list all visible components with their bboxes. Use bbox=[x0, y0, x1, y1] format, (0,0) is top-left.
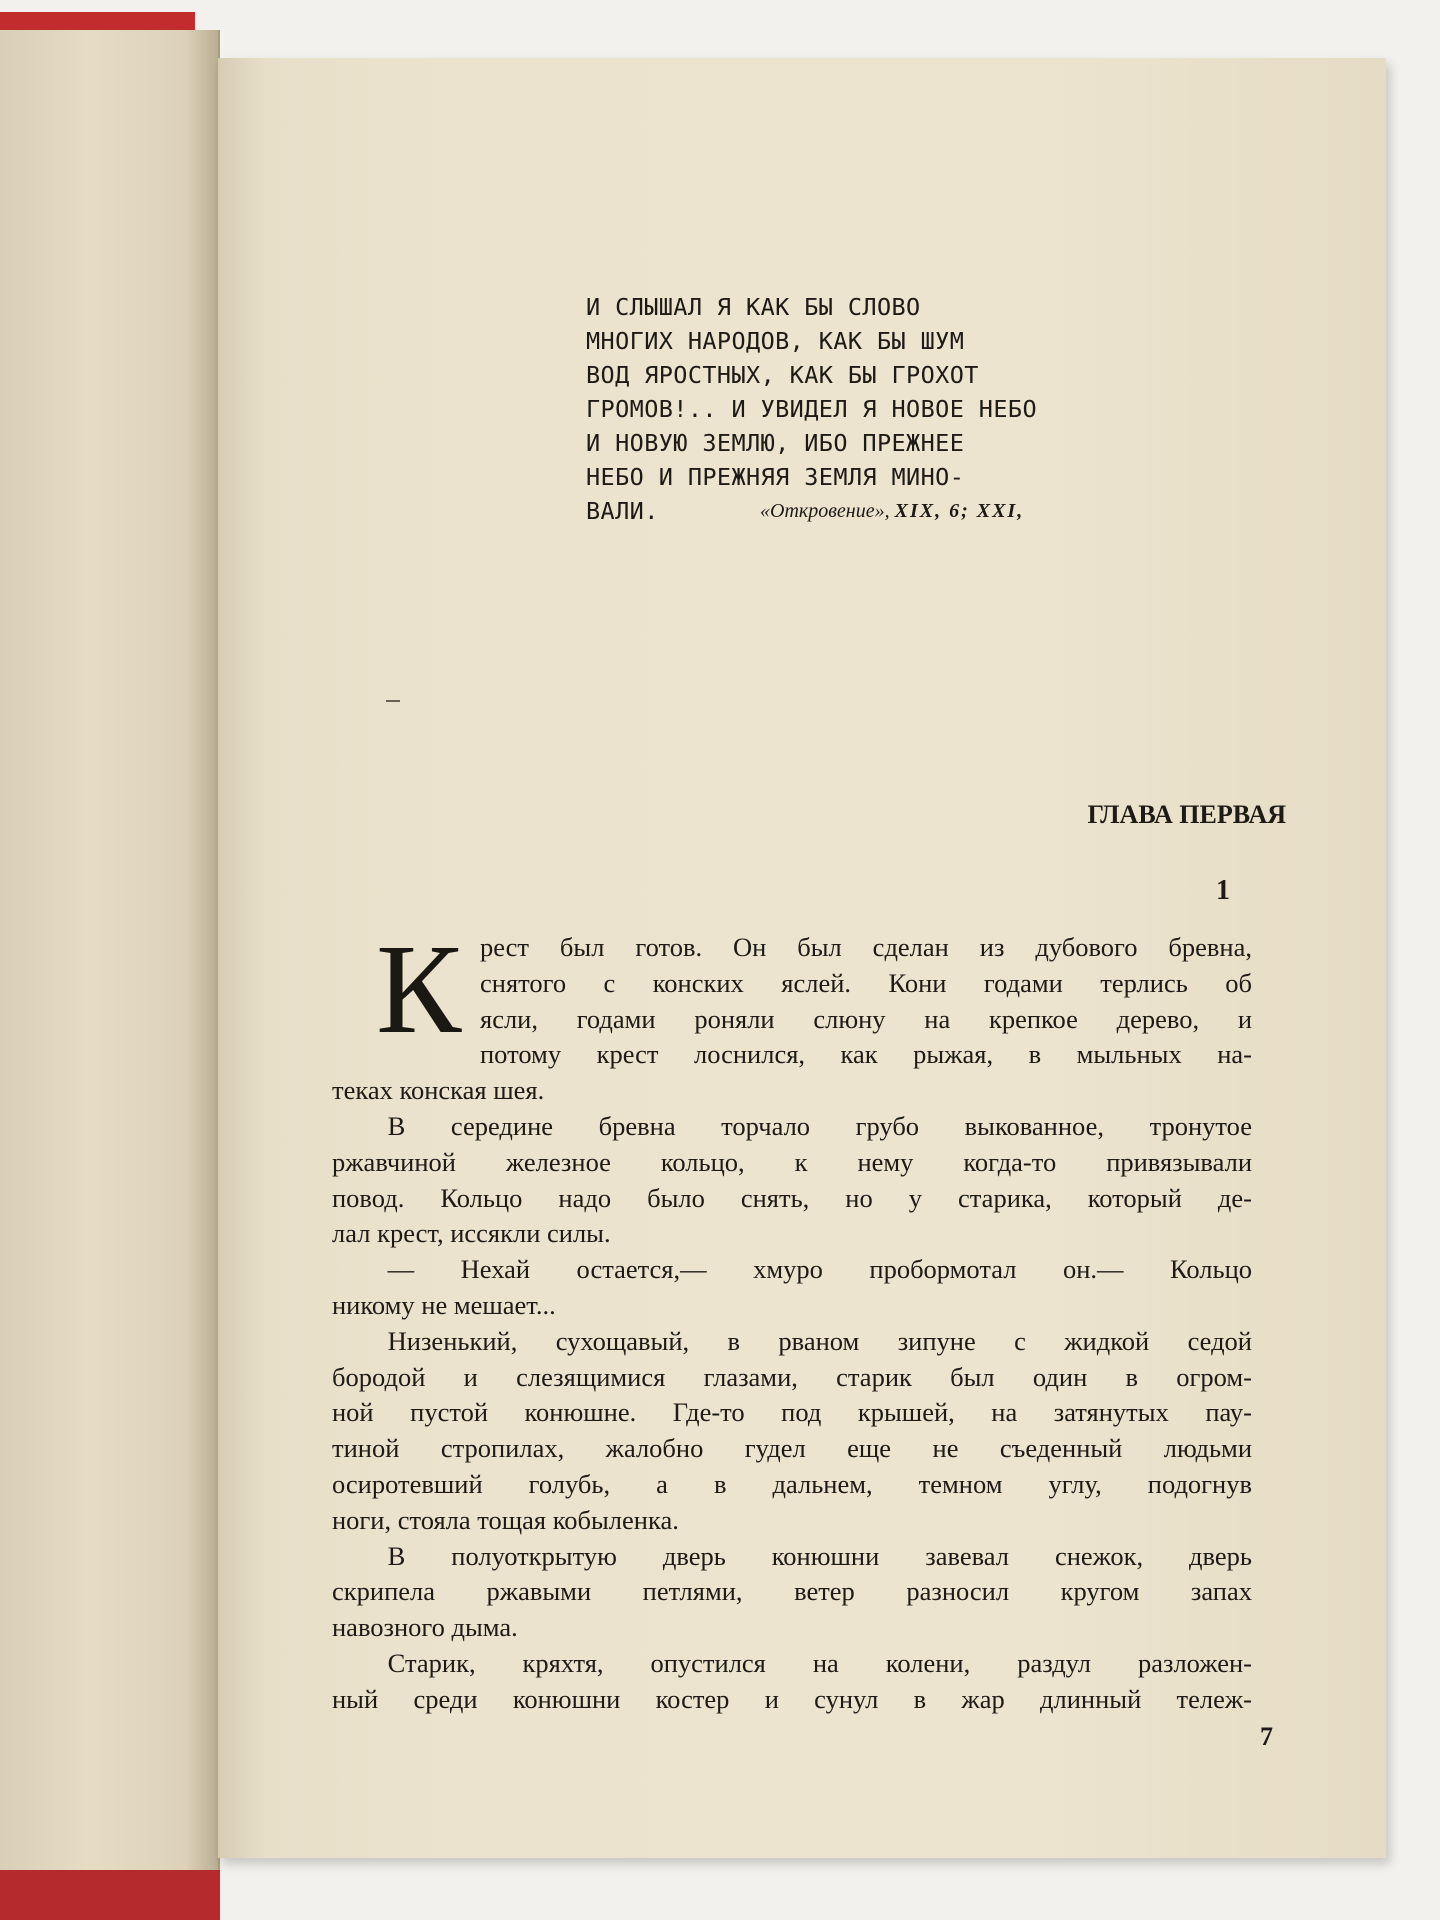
book-cover-edge-bottom bbox=[0, 1870, 220, 1920]
body-text bbox=[332, 930, 1252, 1718]
body-line: ноги, стояла тощая кобыленка. bbox=[332, 1504, 679, 1535]
left-page-edge bbox=[0, 30, 220, 1920]
body-line: бородой и слезящимися глазами, старик был один в огром- bbox=[332, 1361, 1252, 1392]
body-line: ный среди конюшни костер и сунул в жар длинный тележ- bbox=[332, 1683, 1252, 1714]
epigraph-line: И НОВУЮ ЗЕМЛЮ, ИБО ПРЕЖНЕЕ bbox=[586, 429, 965, 457]
epigraph-source bbox=[760, 500, 1060, 523]
body-line: В полуоткрытую дверь конюшни завевал снежок, дверь bbox=[387, 1540, 1252, 1571]
body-line: снятого с конских яслей. Кони годами терлись об bbox=[480, 967, 1252, 998]
epigraph-line: НЕБО И ПРЕЖНЯЯ ЗЕМЛЯ МИНО- bbox=[586, 463, 965, 491]
epigraph bbox=[586, 290, 1046, 528]
body-line: никому не мешает... bbox=[332, 1289, 556, 1320]
body-line: тиной стропилах, жалобно гудел еще не съеденный людьми bbox=[332, 1433, 1252, 1464]
body-line: Низенький, сухощавый, в рваном зипуне с жидкой седой bbox=[387, 1325, 1252, 1356]
body-line: ной пустой конюшне. Где-то под крышей, на затянутых пау- bbox=[332, 1397, 1252, 1428]
body-line: лал крест, иссякли силы. bbox=[332, 1218, 611, 1249]
body-line: В середине бревна торчало грубо выкованное, тронутое bbox=[387, 1110, 1252, 1141]
body-line: потому крест лоснился, как рыжая, в мыльных на- bbox=[480, 1039, 1252, 1070]
epigraph-source-reference: XIX, 6; XXI, bbox=[894, 500, 1025, 522]
epigraph-source-title: «Откровение», bbox=[760, 500, 890, 522]
dash-mark bbox=[386, 700, 400, 702]
body-line: — Нехай остается,— хмуро пробормотал он.— Кольцо bbox=[387, 1254, 1252, 1285]
epigraph-line: ГРОМОВ!.. И УВИДЕЛ Я НОВОЕ НЕБО bbox=[586, 395, 1037, 423]
body-line: ржавчиной железное кольцо, к нему когда-то привязывали bbox=[332, 1146, 1252, 1177]
epigraph-line: МНОГИХ НАРОДОВ, КАК БЫ ШУМ bbox=[586, 327, 965, 355]
body-line: навозного дыма. bbox=[332, 1612, 518, 1643]
page-number: 7 bbox=[1260, 1722, 1273, 1751]
body-line: рест был готов. Он был сделан из дубового бревна, bbox=[480, 932, 1252, 962]
body-line: повод. Кольцо надо было снять, но у старика, который де- bbox=[332, 1182, 1252, 1213]
section-number: 1 bbox=[1216, 875, 1230, 906]
body-line: ясли, годами роняли слюну на крепкое дерево, и bbox=[480, 1003, 1252, 1034]
body-line: осиротевший голубь, а в дальнем, темном углу, подогнув bbox=[332, 1468, 1252, 1499]
body-line: Старик, кряхтя, опустился на колени, раздул разложен- bbox=[387, 1647, 1252, 1678]
epigraph-line: И СЛЫШАЛ Я КАК БЫ СЛОВО bbox=[586, 293, 921, 321]
drop-cap: К bbox=[376, 918, 462, 1060]
body-line: скрипела ржавыми петлями, ветер разносил кругом запах bbox=[332, 1576, 1252, 1607]
body-line: теках конская шея. bbox=[332, 1075, 545, 1106]
epigraph-line: ВАЛИ. bbox=[586, 497, 659, 525]
epigraph-line: ВОД ЯРОСТНЫХ, КАК БЫ ГРОХОТ bbox=[586, 361, 979, 389]
chapter-title: ГЛАВА ПЕРВАЯ bbox=[1087, 800, 1286, 829]
